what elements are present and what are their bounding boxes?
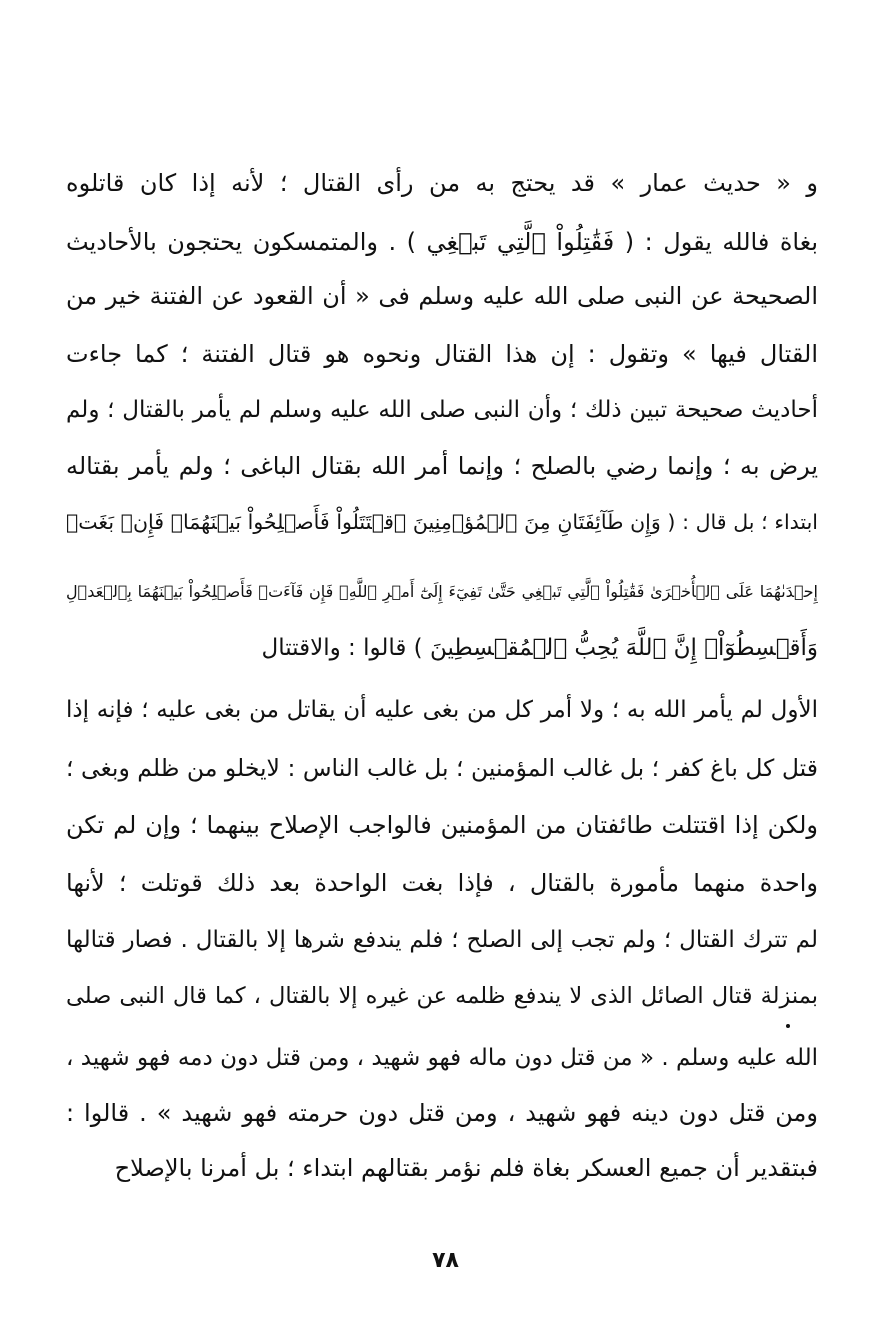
text-line: ولكن إذا اقتتلت طائفتان من المؤمنين فالواجب الإصلاح بينهما ؛ وإن لم تكن — [66, 811, 818, 839]
ink-dot — [786, 1024, 790, 1028]
quran-verse-line: وَأَقۡسِطُوٓاْۖ إِنَّ ٱللَّهَ يُحِبُّ ٱلۡمُقۡسِطِينَ ) قالوا : والاقتتال — [261, 635, 818, 661]
text-line: و « حديث عمار » قد يحتج به من رأى القتال ؛ لأنه إذا كان قاتلوه — [66, 169, 818, 197]
text-line: يرض به ؛ وإنما رضي بالصلح ؛ وإنما أمر الله بقتال الباغى ؛ ولم يأمر بقتاله — [66, 452, 818, 480]
text-line: ومن قتل دون دينه فهو شهيد ، ومن قتل دون حرمته فهو شهيد » . قالوا : — [66, 1099, 818, 1127]
page-number: ٧٨ — [432, 1248, 459, 1273]
text-line: الله عليه وسلم . « من قتل دون ماله فهو شهيد ، ومن قتل دون دمه فهو شهيد ، — [66, 1045, 818, 1071]
text-line: القتال فيها » وتقول : إن هذا القتال ونحوه هو قتال الفتنة ؛ كما جاءت — [66, 340, 818, 368]
text-line: الصحيحة عن النبى صلى الله عليه وسلم فى « أن القعود عن الفتنة خير من — [66, 282, 818, 310]
text-line: فبتقدير أن جميع العسكر بغاة فلم نؤمر بقتالهم ابتداء ؛ بل أمرنا بالإصلاح — [114, 1154, 818, 1182]
quran-verse-line: ابتداء ؛ بل قال : ( وَإِن طَآئِفَتَانِ مِنَ ٱلۡمُؤۡمِنِينَ ٱقۡتَتَلُواْ فَأَصۡلِحُواْ بَيۡنَهُمَاۖ فَإِنۢ بَغَتۡ — [66, 510, 818, 534]
text-line: قتل كل باغ كفر ؛ بل غالب المؤمنين ؛ بل غالب الناس : لايخلو من ظلم وبغى ؛ — [66, 754, 818, 782]
text-line: واحدة منهما مأمورة بالقتال ، فإذا بغت الواحدة بعد ذلك قوتلت ؛ لأنها — [66, 869, 818, 897]
text-line: الأول لم يأمر الله به ؛ ولا أمر كل من بغى عليه أن يقاتل من بغى عليه ؛ فإنه إذا — [66, 697, 818, 723]
text-line: لم تترك القتال ؛ ولم تجب إلى الصلح ؛ فلم يندفع شرها إلا بالقتال . فصار قتالها — [66, 927, 818, 953]
quran-verse-line: إِحۡدَىٰهُمَا عَلَى ٱلۡأُخۡرَىٰ فَقَٰتِلُواْ ٱلَّتِي تَبۡغِي حَتَّىٰ تَفِيٓءَ إِلَىٰٓ أَمۡرِ ٱللَّهِۚ فَإِن فَآءَتۡ فَأَصۡلِحُواْ بَيۡنَهُمَا بِٱلۡعَدۡلِ — [66, 582, 818, 601]
text-line: بمنزلة قتال الصائل الذى لا يندفع ظلمه عن غيره إلا بالقتال ، كما قال النبى صلى — [66, 983, 818, 1009]
text-line: بغاة فالله يقول : ( فَقَٰتِلُواْ ٱلَّتِي تَبۡغِي ) . والمتمسكون يحتجون بالأحاديث — [66, 228, 818, 256]
text-line: أحاديث صحيحة تبين ذلك ؛ وأن النبى صلى الله عليه وسلم لم يأمر بالقتال ؛ ولم — [66, 397, 818, 423]
